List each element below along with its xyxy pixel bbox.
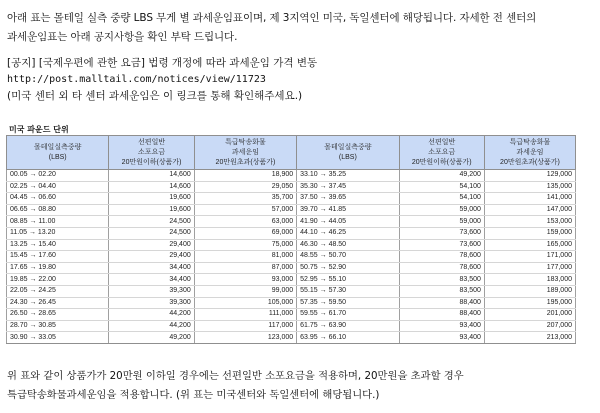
table-row — [7, 204, 576, 216]
table-row — [7, 332, 576, 344]
general-rate-cell: 93,400 — [399, 332, 484, 344]
general-rate-cell: 88,400 — [399, 297, 484, 309]
express-rate-cell: 141,000 — [484, 193, 575, 205]
general-rate-cell: 24,500 — [109, 227, 194, 239]
intro-line-1: 아래 표는 몰테일 실측 중량 LBS 무게 별 과세운임표이며, 제 3지역인 미국, 독일센터에 해당됩니다. 자세한 전 센터의 — [7, 12, 537, 24]
weight-range-cell: 44.10 → 46.25 — [297, 227, 399, 239]
express-rate-cell: 171,000 — [484, 251, 575, 263]
general-rate-cell: 83,500 — [399, 285, 484, 297]
weight-range-cell: 28.70 → 30.85 — [7, 320, 109, 332]
weight-range-cell: 41.90 → 44.05 — [297, 216, 399, 228]
table-row — [7, 285, 576, 297]
table-row — [7, 170, 576, 182]
notice-note: (미국 센터 외 타 센터 과세운임은 이 링크를 통해 확인해주세요.) — [7, 90, 303, 102]
express-rate-cell: 87,000 — [194, 262, 296, 274]
table-body — [7, 170, 576, 344]
weight-range-cell: 02.25 → 04.40 — [7, 181, 109, 193]
general-rate-cell: 54,100 — [399, 193, 484, 205]
table-row — [7, 320, 576, 332]
express-rate-cell: 111,000 — [194, 309, 296, 321]
express-rate-cell: 159,000 — [484, 227, 575, 239]
footer-line-1: 위 표와 같이 상품가가 20만원 이하일 경우에는 선편일반 소포요금을 적용하며, 20만원을 초과할 경우 — [7, 370, 464, 382]
general-rate-cell: 73,600 — [399, 239, 484, 251]
table-header-row — [7, 136, 576, 170]
header-express-2: 특급탁송화물 과세운임 20만원초과(상품가) — [484, 136, 575, 170]
notice-title: [공지] [국제우편에 관한 요금] 법령 개정에 따라 과세운임 가격 변동 — [7, 57, 318, 69]
weight-range-cell: 06.65 → 08.80 — [7, 204, 109, 216]
table-row — [7, 297, 576, 309]
table-unit-label: 미국 파운드 단위 — [9, 125, 69, 134]
weight-range-cell: 13.25 → 15.40 — [7, 239, 109, 251]
express-rate-cell: 123,000 — [194, 332, 296, 344]
weight-range-cell: 59.55 → 61.70 — [297, 309, 399, 321]
weight-range-cell: 52.95 → 55.10 — [297, 274, 399, 286]
weight-range-cell: 37.50 → 39.65 — [297, 193, 399, 205]
table-row — [7, 193, 576, 205]
express-rate-cell: 165,000 — [484, 239, 575, 251]
general-rate-cell: 39,300 — [109, 285, 194, 297]
header-express: 특급탁송화물 과세운임 20만원초과(상품가) — [194, 136, 296, 170]
express-rate-cell: 195,000 — [484, 297, 575, 309]
header-general-2: 선편일반 소포요금 20만원이하(상품가) — [399, 136, 484, 170]
express-rate-cell: 201,000 — [484, 309, 575, 321]
general-rate-cell: 83,500 — [399, 274, 484, 286]
express-rate-cell: 99,000 — [194, 285, 296, 297]
table-row — [7, 239, 576, 251]
express-rate-cell: 117,000 — [194, 320, 296, 332]
weight-range-cell: 00.05 → 02.20 — [7, 170, 109, 182]
express-rate-cell: 75,000 — [194, 239, 296, 251]
weight-range-cell: 30.90 → 33.05 — [7, 332, 109, 344]
general-rate-cell: 49,200 — [109, 332, 194, 344]
table-row — [7, 251, 576, 263]
general-rate-cell: 78,600 — [399, 251, 484, 263]
general-rate-cell: 29,400 — [109, 239, 194, 251]
general-rate-cell: 59,000 — [399, 216, 484, 228]
general-rate-cell: 78,600 — [399, 262, 484, 274]
express-rate-cell: 57,000 — [194, 204, 296, 216]
general-rate-cell: 14,600 — [109, 181, 194, 193]
weight-range-cell: 24.30 → 26.45 — [7, 297, 109, 309]
general-rate-cell: 44,200 — [109, 320, 194, 332]
table-row — [7, 227, 576, 239]
general-rate-cell: 93,400 — [399, 320, 484, 332]
express-rate-cell: 93,000 — [194, 274, 296, 286]
header-weight: 몰테일실측중량 (LBS) — [7, 136, 109, 170]
express-rate-cell: 29,050 — [194, 181, 296, 193]
weight-range-cell: 35.30 → 37.45 — [297, 181, 399, 193]
express-rate-cell: 129,000 — [484, 170, 575, 182]
weight-range-cell: 19.85 → 22.00 — [7, 274, 109, 286]
weight-range-cell: 17.65 → 19.80 — [7, 262, 109, 274]
weight-range-cell: 04.45 → 06.60 — [7, 193, 109, 205]
express-rate-cell: 183,000 — [484, 274, 575, 286]
weight-range-cell: 22.05 → 24.25 — [7, 285, 109, 297]
express-rate-cell: 63,000 — [194, 216, 296, 228]
weight-range-cell: 61.75 → 63.90 — [297, 320, 399, 332]
notice-block — [7, 55, 597, 105]
weight-range-cell: 15.45 → 17.60 — [7, 251, 109, 263]
express-rate-cell: 147,000 — [484, 204, 575, 216]
weight-range-cell: 46.30 → 48.50 — [297, 239, 399, 251]
general-rate-cell: 88,400 — [399, 309, 484, 321]
header-general: 선편일반 소포요금 20만원이하(상품가) — [109, 136, 194, 170]
general-rate-cell: 34,400 — [109, 262, 194, 274]
express-rate-cell: 153,000 — [484, 216, 575, 228]
express-rate-cell: 105,000 — [194, 297, 296, 309]
general-rate-cell: 19,600 — [109, 204, 194, 216]
express-rate-cell: 81,000 — [194, 251, 296, 263]
general-rate-cell: 39,300 — [109, 297, 194, 309]
express-rate-cell: 135,000 — [484, 181, 575, 193]
general-rate-cell: 54,100 — [399, 181, 484, 193]
weight-range-cell: 63.95 → 66.10 — [297, 332, 399, 344]
general-rate-cell: 29,400 — [109, 251, 194, 263]
express-rate-cell: 69,000 — [194, 227, 296, 239]
weight-range-cell: 57.35 → 59.50 — [297, 297, 399, 309]
weight-range-cell: 11.05 → 13.20 — [7, 227, 109, 239]
general-rate-cell: 24,500 — [109, 216, 194, 228]
express-rate-cell: 213,000 — [484, 332, 575, 344]
general-rate-cell: 73,600 — [399, 227, 484, 239]
notice-link[interactable]: http://post.malltail.com/notices/view/11723 — [7, 73, 266, 85]
general-rate-cell: 59,000 — [399, 204, 484, 216]
express-rate-cell: 207,000 — [484, 320, 575, 332]
general-rate-cell: 49,200 — [399, 170, 484, 182]
table-row — [7, 216, 576, 228]
table-row — [7, 309, 576, 321]
intro-paragraph — [7, 9, 597, 47]
general-rate-cell: 34,400 — [109, 274, 194, 286]
express-rate-cell: 18,900 — [194, 170, 296, 182]
weight-range-cell: 50.75 → 52.90 — [297, 262, 399, 274]
footer-paragraph — [7, 367, 597, 405]
header-weight-2: 몰테일실측중량 (LBS) — [297, 136, 399, 170]
footer-line-2: 특급탁송화물과세운임을 적용합니다. (위 표는 미국센터와 독일센터에 해당됩니다.) — [7, 389, 380, 401]
express-rate-cell: 189,000 — [484, 285, 575, 297]
weight-range-cell: 33.10 → 35.25 — [297, 170, 399, 182]
weight-range-cell: 08.85 → 11.00 — [7, 216, 109, 228]
intro-line-2: 과세운임표는 아래 공지사항을 확인 부탁 드립니다. — [7, 31, 238, 43]
weight-range-cell: 55.15 → 57.30 — [297, 285, 399, 297]
general-rate-cell: 14,600 — [109, 170, 194, 182]
general-rate-cell: 44,200 — [109, 309, 194, 321]
express-rate-cell: 35,700 — [194, 193, 296, 205]
table-row — [7, 181, 576, 193]
weight-range-cell: 26.50 → 28.65 — [7, 309, 109, 321]
table-row — [7, 262, 576, 274]
weight-range-cell: 48.55 → 50.70 — [297, 251, 399, 263]
rate-table — [6, 135, 576, 344]
weight-range-cell: 39.70 → 41.85 — [297, 204, 399, 216]
express-rate-cell: 177,000 — [484, 262, 575, 274]
general-rate-cell: 19,600 — [109, 193, 194, 205]
table-row — [7, 274, 576, 286]
